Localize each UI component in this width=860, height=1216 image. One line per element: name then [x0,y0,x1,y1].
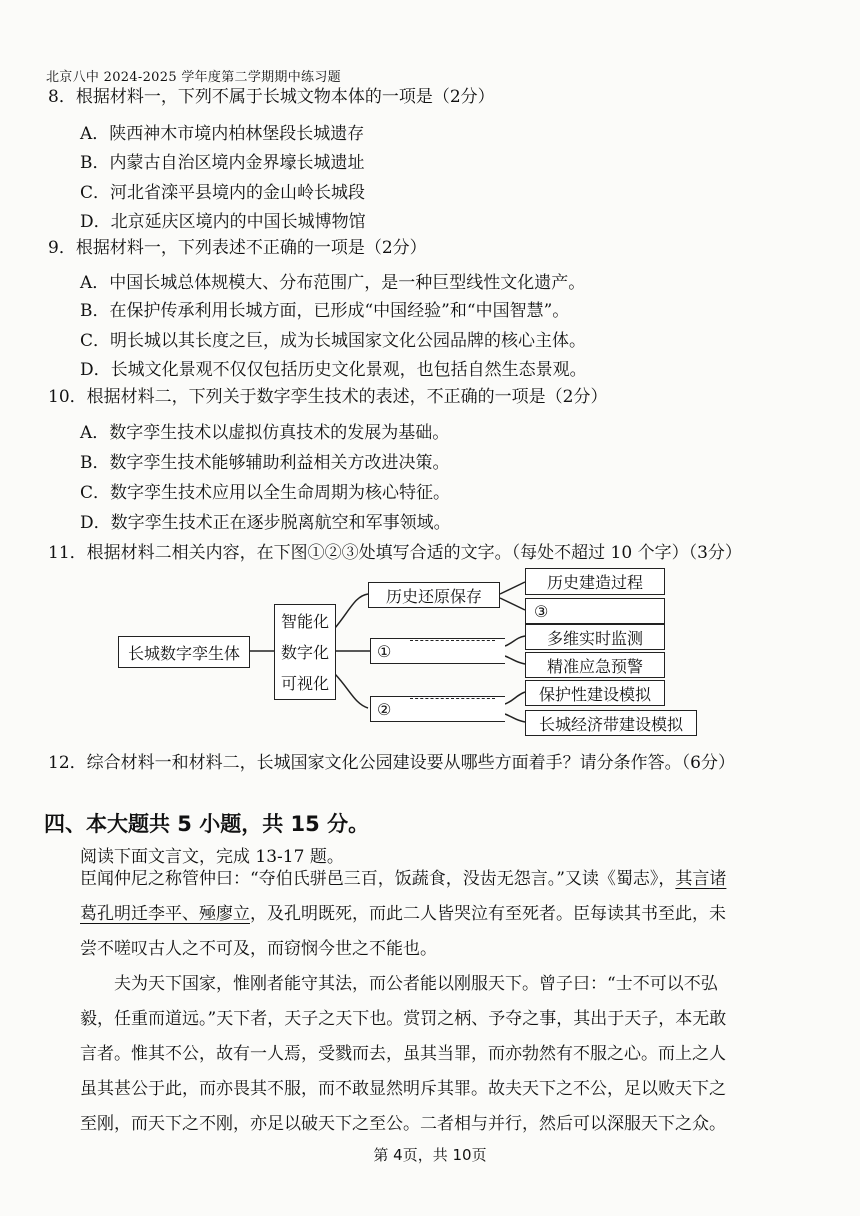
page-footer: 第 4页，共 10页 [373,1146,487,1164]
passage-paragraph-2: 夫为天下国家，惟刚者能守其法，而公者能以刚服天下。曾子曰：“士不可以不弘毅，任重而道远。”天下者，天子之天下也。赏罚之柄、予夺之事，其出于天子，本无敢言者。惟其不公，故有一人焉，受戮而去，虽其当罪，而亦勃然有不服之心。而上之人虽其甚公于此，而亦畏其不服，而不敢显然明斥其罪。故夫天下之不公，足以败天下之至刚，而天下之不刚，亦足以破天下之至公。二者相与并行，然后可以深服天下之众。 [80,974,727,1134]
question-8-option-d: D．北京延庆区境内的中国长城博物馆 [80,212,366,232]
question-8-option-c: C．河北省滦平县境内的金山岭长城段 [80,183,366,203]
diagram-root-box: 长城数字孪生体 [118,636,250,668]
section-4-intro: 阅读下面文言文，完成 13-17 题。 [80,847,344,867]
question-10-option-a: A．数字孪生技术以虚拟仿真技术的发展为基础。 [80,423,450,443]
blank-3-marker: ③ [534,601,549,621]
question-10-stem: 10．根据材料二，下列关于数字孪生技术的表述，不正确的一项是（2分） [48,387,608,407]
question-12-stem: 12．综合材料一和材料二，长城国家文化公园建设要从哪些方面着手？请分条作答。（6分） [48,753,735,773]
question-10-option-d: D．数字孪生技术正在逐步脱离航空和军事领域。 [80,513,451,533]
question-9-option-d: D．长城文化景观不仅仅包括历史文化景观，也包括自然生态景观。 [80,360,587,380]
question-9-option-c: C．明长城以其长度之巨，成为长城国家文化公园品牌的核心主体。 [80,331,587,351]
section-4-title: 四、本大题共 5 小题，共 15 分。 [44,812,370,836]
page-header: 北京八中 2024-2025 学年度第二学期期中练习题 [46,70,341,85]
branch-blank-2 [370,696,505,722]
leaf-realtime-monitor: 多维实时监测 [525,624,665,650]
passage-paragraph-1 [80,862,740,967]
center-label-visual: 可视化 [280,673,329,693]
blank-2-line [410,698,495,699]
branch-history-restore: 历史还原保存 [368,582,500,608]
leaf-protective-build: 保护性建设模拟 [525,680,665,706]
question-8-option-b: B．内蒙古自治区境内金界壕长城遗址 [80,153,365,173]
leaf-blank-3 [525,598,665,624]
question-10-option-c: C．数字孪生技术应用以全生命周期为核心特征。 [80,483,451,503]
leaf-history-build: 历史建造过程 [525,568,665,595]
passage-p1-text: 臣闻仲尼之称管仲曰：“夺伯氏骈邑三百，饭蔬食，没齿无怨言。”又读《蜀志》， [80,869,676,889]
classical-passage [80,862,740,1142]
question-10-option-b: B．数字孪生技术能够辅助利益相关方改进决策。 [80,453,450,473]
passage-underline-2: 诸葛孔明迁李平、殛廖立 [80,869,727,924]
question-9-option-b: B．在保护传承利用长城方面，已形成“中国经验”和“中国智慧”。 [80,301,570,321]
center-label-intelligent: 智能化 [280,611,329,631]
leaf-emergency-warning: 精准应急预警 [525,652,665,678]
passage-underline-1: 其言 [675,869,710,889]
blank-1-marker: ① [377,641,392,661]
question-9-option-a: A．中国长城总体规模大、分布范围广，是一种巨型线性文化遗产。 [80,273,586,293]
question-11-stem: 11．根据材料二相关内容，在下图①②③处填写合适的文字。（每处不超过 10 个字）（3分） [48,543,742,563]
diagram-center-box [274,604,336,700]
blank-1-line [410,640,495,641]
center-label-digital: 数字化 [280,642,329,662]
question-8-option-a: A．陕西神木市境内柏林堡段长城遗存 [80,124,365,144]
blank-2-marker: ② [377,699,392,719]
passage-p1-text-cont: ，及孔明既死，而此二人皆哭泣有至死者。臣每读其书至此，未尝不嗟叹古人之不可及，而窃悯今世之不能也。 [80,904,726,959]
branch-blank-1 [370,638,505,664]
question-8-stem: 8．根据材料一，下列不属于长城文物本体的一项是（2分） [48,87,495,107]
question-9-stem: 9．根据材料一，下列表述不正确的一项是（2分） [48,238,427,258]
leaf-economic-belt: 长城经济带建设模拟 [525,710,697,736]
digital-twin-diagram [0,560,860,750]
